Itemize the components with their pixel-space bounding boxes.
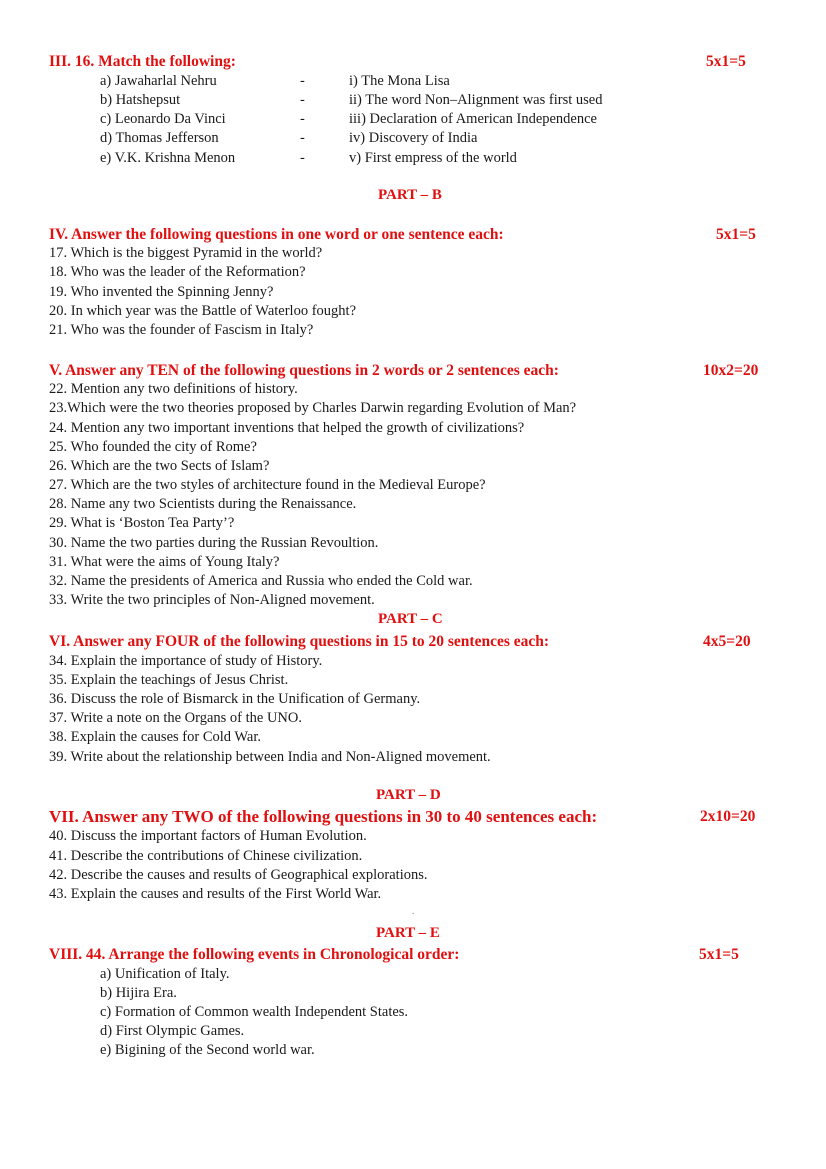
question-37: 37. Write a note on the Organs of the UNO. [49,710,302,726]
section-3-heading: III. 16. Match the following: [49,53,236,70]
match-dash: - [300,92,305,108]
part-d-title: PART – D [376,787,441,803]
match-left-c: c) Leonardo Da Vinci [100,111,226,127]
question-43: 43. Explain the causes and results of the First World War. [49,886,382,902]
question-29: 29. What is ‘Boston Tea Party’? [49,515,235,531]
section-4-heading: IV. Answer the following questions in one word or one sentence each: [49,226,504,243]
question-38: 38. Explain the causes for Cold War. [49,729,261,745]
match-right-iii: iii) Declaration of American Independence [349,111,597,127]
question-19: 19. Who invented the Spinning Jenny? [49,284,274,300]
match-left-a: a) Jawaharlal Nehru [100,73,217,89]
match-left-d: d) Thomas Jefferson [100,130,219,146]
question-41: 41. Describe the contributions of Chinese civilization. [49,848,363,864]
question-20: 20. In which year was the Battle of Waterloo fought? [49,303,356,319]
question-28: 28. Name any two Scientists during the Renaissance. [49,496,357,512]
question-32: 32. Name the presidents of America and Russia who ended the Cold war. [49,573,473,589]
section-5-heading: V. Answer any TEN of the following questions in 2 words or 2 sentences each: [49,362,559,379]
section-7-heading: VII. Answer any TWO of the following questions in 30 to 40 sentences each: [49,807,598,826]
part-c-title: PART – C [378,611,443,627]
match-left-e: e) V.K. Krishna Menon [100,150,236,166]
question-18: 18. Who was the leader of the Reformation? [49,264,306,280]
part-e-title: PART – E [376,925,440,941]
event-a: a) Unification of Italy. [100,966,230,982]
section-4-marks: 5x1=5 [716,226,756,243]
match-dash: - [300,73,305,89]
section-8-heading: VIII. 44. Arrange the following events in Chronological order: [49,946,460,963]
section-6-heading: VI. Answer any FOUR of the following questions in 15 to 20 sentences each: [49,633,550,650]
question-33: 33. Write the two principles of Non-Aligned movement. [49,592,375,608]
question-31: 31. What were the aims of Young Italy? [49,554,280,570]
match-right-v: v) First empress of the world [349,150,517,166]
question-27: 27. Which are the two styles of architecture found in the Medieval Europe? [49,477,486,493]
match-right-ii: ii) The word Non–Alignment was first used [349,92,603,108]
section-7-marks: 2x10=20 [700,808,756,825]
question-42: 42. Describe the causes and results of Geographical explorations. [49,867,428,883]
question-21: 21. Who was the founder of Fascism in Italy? [49,322,314,338]
question-34: 34. Explain the importance of study of History. [49,653,323,669]
section-6-marks: 4x5=20 [703,633,751,650]
match-dash: - [300,130,305,146]
section-8-marks: 5x1=5 [699,946,739,963]
question-17: 17. Which is the biggest Pyramid in the world? [49,245,323,261]
stray-mark: . [412,906,415,916]
question-35: 35. Explain the teachings of Jesus Christ. [49,672,289,688]
part-b-title: PART – B [378,187,442,203]
match-right-i: i) The Mona Lisa [349,73,450,89]
question-22: 22. Mention any two definitions of history. [49,381,298,397]
match-dash: - [300,150,305,166]
event-d: d) First Olympic Games. [100,1023,245,1039]
event-e: e) Bigining of the Second world war. [100,1042,315,1058]
event-b: b) Hijira Era. [100,985,177,1001]
match-right-iv: iv) Discovery of India [349,130,478,146]
question-40: 40. Discuss the important factors of Human Evolution. [49,828,367,844]
question-23: 23.Which were the two theories proposed by Charles Darwin regarding Evolution of Man? [49,400,577,416]
section-5-marks: 10x2=20 [703,362,759,379]
question-30: 30. Name the two parties during the Russian Revoultion. [49,535,379,551]
question-36: 36. Discuss the role of Bismarck in the Unification of Germany. [49,691,421,707]
question-24: 24. Mention any two important inventions that helped the growth of civilizations? [49,420,525,436]
section-3-marks: 5x1=5 [706,53,746,70]
question-25: 25. Who founded the city of Rome? [49,439,257,455]
event-c: c) Formation of Common wealth Independent States. [100,1004,409,1020]
match-dash: - [300,111,305,127]
match-left-b: b) Hatshepsut [100,92,181,108]
question-26: 26. Which are the two Sects of Islam? [49,458,270,474]
question-39: 39. Write about the relationship between India and Non-Aligned movement. [49,749,491,765]
